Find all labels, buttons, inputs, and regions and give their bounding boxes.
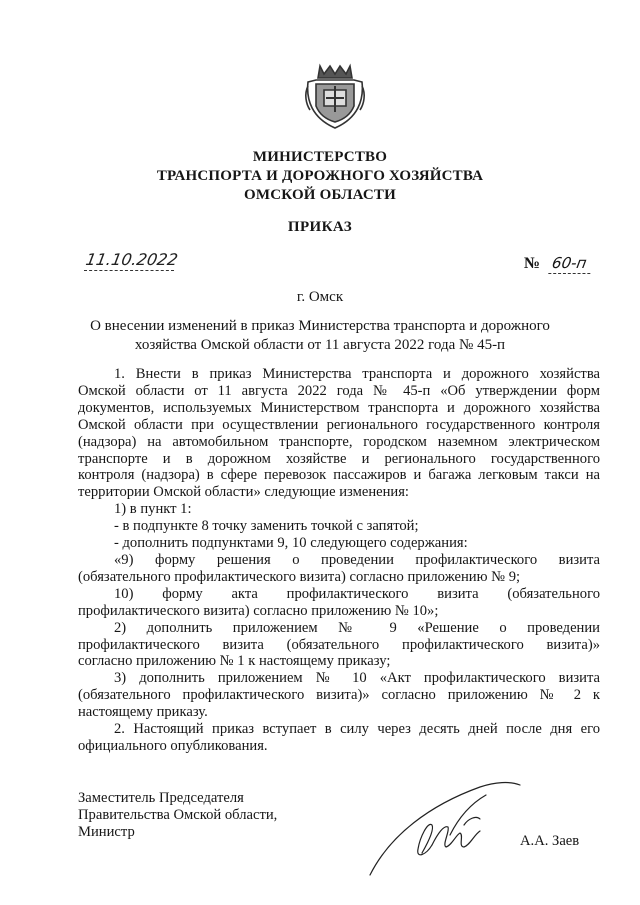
list-item: согласно приложению № 1 к настоящему приказу; <box>78 653 391 670</box>
signatory-title-line: Министр <box>78 824 135 840</box>
list-item: - дополнить подпунктами 9, 10 следующего содержания: <box>114 535 468 552</box>
ministry-name-line: МИНИСТЕРСТВО <box>252 149 388 165</box>
quoted-line: «9) форму решения о проведении профилактического визита <box>114 551 600 568</box>
paragraph-line: (надзора) на автомобильном транспорте, городском наземном электрическом <box>78 433 600 450</box>
list-item: - в подпункте 8 точку заменить точкой с запятой; <box>114 518 419 535</box>
coat-of-arms-icon <box>304 60 366 130</box>
paragraph-line: Омской области от 11 августа 2022 года № 45-п «Об утверждении форм <box>78 382 600 399</box>
paragraph-line: контроля (надзора) в сфере перевозок пассажиров и багажа легковым такси на <box>78 467 600 484</box>
order-subject <box>0 317 640 355</box>
list-item: настоящему приказу. <box>78 704 208 721</box>
list-item: 2) дополнить приложением № 9 «Решение о проведении <box>114 619 600 636</box>
order-number-value: 60-п <box>548 254 594 274</box>
document-type: ПРИКАЗ <box>287 219 353 235</box>
subject-line: хозяйства Омской области от 11 августа 2022 года № 45-п <box>134 337 506 353</box>
handwritten-signature-icon <box>360 775 530 885</box>
city: г. Омск <box>296 289 344 305</box>
ministry-name <box>0 148 640 205</box>
quoted-line: 10) форму акта профилактического визита (обязательного <box>114 585 600 602</box>
signatory-title-line: Правительства Омской области, <box>78 807 278 823</box>
order-number <box>524 254 592 274</box>
date-underline <box>84 270 174 272</box>
signatory-name: А.А. Заев <box>520 833 580 849</box>
ministry-name-line: ТРАНСПОРТА И ДОРОЖНОГО ХОЗЯЙСТВА <box>156 168 484 184</box>
order-date: 11.10.2022 <box>84 250 180 269</box>
paragraph-line: Омской области при осуществлении регионального государственного контроля <box>78 416 600 433</box>
subject-line: О внесении изменений в приказ Министерства транспорта и дорожного <box>90 318 550 334</box>
quoted-line: (обязательного профилактического визита) согласно приложению № 9; <box>78 568 521 585</box>
paragraph-line: документов, используемых Министерством транспорта и дорожного хозяйства <box>78 399 600 416</box>
paragraph-line: официального опубликования. <box>78 737 268 754</box>
list-item: 3) дополнить приложением № 10 «Акт профилактического визита <box>114 670 600 687</box>
list-item: профилактического визита (обязательного профилактического визита)» <box>78 636 600 653</box>
number-sign: № <box>524 255 541 272</box>
paragraph-line: территории Омской области» следующие изменения: <box>78 484 409 501</box>
list-item: (обязательного профилактического визита)» согласно приложению № 2 к <box>78 687 600 704</box>
ministry-name-line: ОМСКОЙ ОБЛАСТИ <box>243 187 397 203</box>
signatory-title <box>78 790 277 841</box>
paragraph-line: 2. Настоящий приказ вступает в силу через десять дней после дня его <box>114 721 600 738</box>
paragraph-line: 1. Внести в приказ Министерства транспорта и дорожного хозяйства <box>114 366 600 382</box>
signatory-title-line: Заместитель Председателя <box>78 790 244 806</box>
order-body <box>78 366 600 755</box>
list-item: 1) в пункт 1: <box>114 501 192 518</box>
quoted-line: профилактического визита) согласно приложению № 10»; <box>78 602 439 619</box>
paragraph-line: транспорте и в дорожном хозяйстве и регионального государственного <box>78 450 600 467</box>
